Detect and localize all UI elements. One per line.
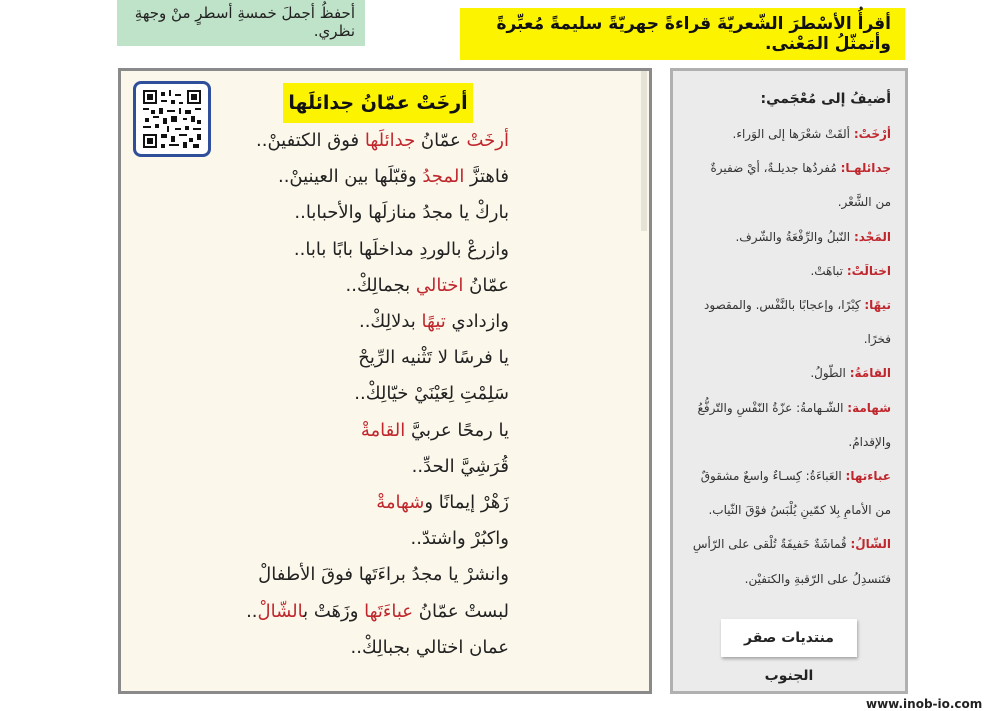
poem-line: [361, 419, 509, 443]
glossary-term: عباءتها:: [845, 469, 891, 483]
glossary-definition: تباهَتْ.: [810, 263, 847, 278]
poem-text: وازدادي: [445, 311, 509, 332]
glossary-entry: [681, 564, 891, 594]
poem-line: [294, 201, 509, 225]
poem-text: لبستْ عمّانُ: [413, 600, 509, 622]
poem-text: يا فرسًا لا تَثْنيه الرِّيحْ: [358, 347, 509, 369]
glossary-term: تيهًا:: [864, 298, 891, 312]
poem-text: باركْ يا مجدُ منازلَها والأحبابا..: [294, 202, 509, 224]
glossary-term: القامَةُ:: [849, 366, 891, 381]
memorize-note: [117, 0, 365, 46]
poem-line: [411, 527, 509, 551]
poem-title: أرخَتْ عمّانُ جدائلَها: [283, 83, 473, 123]
instruction-banner: [460, 8, 905, 60]
poem-line: [278, 165, 509, 189]
poem-line: [358, 346, 509, 370]
poem-text: وقبّلَها بين العينينْ..: [277, 166, 423, 188]
glossary-definition: النّبلُ والرِّفْعَةُ والشّرف.: [735, 229, 854, 244]
poem-text: سَلِمْتِ لِعَيْنَيْ خيّالِكْ..: [354, 383, 509, 405]
poem-line: [256, 129, 509, 153]
forum-stamp: منتديات صقر الجنوب: [721, 619, 857, 657]
poem-line: [359, 310, 509, 334]
glossary-definition: الشّـهامةُ: عزّةُ النّفْسِ والتّرفُّعُ: [697, 400, 848, 415]
poem-line: [346, 274, 509, 298]
glossary-entry: [681, 153, 891, 183]
glossary-entry: [681, 393, 891, 423]
glossary-entry: [681, 290, 891, 320]
glossary-term: اختالَتْ:: [846, 263, 891, 278]
poem-text: واكبُرْ واشتدّ..: [410, 528, 509, 550]
glossary-definition: قُماشَةٌ خَفيفَةٌ تُلْقى على الرّأسِ: [692, 537, 851, 552]
glossary-word: أرخَتْ: [466, 130, 509, 151]
glossary-title: أضيفُ إلى مُعْجَمي:: [760, 91, 891, 107]
instruction-text: أقرأُ الأسْطرَ الشّعريّةَ قراءةً جهريّةً سليمةً مُعبِّرةً وأتمثّلُ المَعْنى.: [496, 14, 891, 54]
poem-text: بجمالِكْ..: [345, 274, 416, 296]
glossary-term: أرْخَتْ:: [853, 127, 891, 141]
poem-text: زَهْرْ إيمانًا و: [424, 492, 509, 513]
glossary-word: تيهًا: [421, 311, 446, 332]
glossary-definition: والإقدامُ.: [848, 434, 891, 449]
glossary-term: المَجْد:: [853, 229, 891, 244]
glossary-word: القامةْ: [360, 419, 406, 441]
poem-line: [412, 455, 509, 479]
poem-text: يا رمحًا عربيَّ: [405, 419, 509, 441]
glossary-panel: [670, 68, 908, 694]
glossary-entry: [681, 119, 891, 149]
poem-text: عمّانُ: [415, 130, 467, 151]
poem-text: وانشرْ يا مجدُ براءَتَها فوقَ الأطفالْ: [258, 564, 509, 586]
glossary-definition: الطّولُ.: [810, 366, 850, 381]
panel-scrollbar[interactable]: [641, 71, 647, 231]
glossary-definition: فخرًا.: [863, 332, 891, 347]
poem-text: وزَهَتْ ب: [303, 600, 365, 622]
poem-text: وازرعْ بالوردِ مداخلَها بابًا بابا..: [293, 238, 509, 260]
glossary-word: عباءَتَها: [364, 600, 414, 622]
site-watermark: www.inob-io.com: [866, 697, 983, 711]
glossary-term: شهامة:: [847, 400, 891, 415]
glossary-word: اختالي: [415, 274, 464, 296]
glossary-word: المجدُ: [422, 166, 465, 188]
glossary-word: شهامةْ: [376, 492, 425, 513]
glossary-definition: كِبْرًا، وإعجابًا بالنَّفْس. والمقصود: [704, 298, 865, 312]
glossary-word: جدائلَها: [364, 130, 416, 151]
glossary-term: جدائلهـا:: [840, 161, 891, 176]
glossary-entry: [681, 358, 891, 388]
glossary-definition: من الأمامِ بِلا كمّينِ يُلْبَسُ فوْقَ الثّياب.: [708, 503, 891, 518]
glossary-entry: [681, 495, 891, 525]
glossary-definition: مُفردُها جديلـةٌ، أيْ ضفيرةٌ: [710, 161, 841, 176]
glossary-definition: العَباءَةُ: كِسـاءٌ واسعٌ مشقوقٌ: [700, 469, 846, 483]
memorize-note-text: أحفظُ أجملَ خمسةِ أسطرٍ منْ وجهةِ نظري.: [134, 4, 355, 40]
glossary-definition: ألقَتْ شعْرَها إلى الوَراء.: [732, 127, 854, 141]
poem-text: ..: [246, 600, 258, 622]
glossary-term: الشّالُ:: [850, 537, 891, 552]
glossary-definition: فتَنسدِلُ على الرّقبةِ والكتفيْن.: [744, 571, 891, 586]
glossary-entry: [681, 529, 891, 559]
poem-text: عمّانُ: [463, 274, 509, 296]
poem-panel: [118, 68, 652, 694]
poem-text: فاهتزَّ: [464, 166, 509, 188]
poem-text: قُرَشِيَّ الحدِّ..: [411, 455, 509, 477]
glossary-entry: [681, 324, 891, 354]
poem-line: [351, 636, 509, 660]
qr-code-icon: [141, 88, 203, 150]
poem-line: [294, 238, 509, 262]
glossary-word: الشّالْ: [257, 600, 304, 622]
poem-line: [354, 382, 509, 406]
glossary-definition: من الشَّعْر.: [837, 195, 891, 210]
poem-line: [376, 491, 509, 515]
poem-line: [258, 563, 509, 587]
glossary-entry: [681, 427, 891, 457]
qr-code[interactable]: [133, 81, 211, 157]
poem-text: فوق الكتفينْ..: [256, 130, 365, 151]
poem-text: عمان اختالي بجبالِكْ..: [350, 636, 509, 658]
glossary-entry: [681, 222, 891, 252]
glossary-entry: [681, 187, 891, 217]
glossary-entry: [681, 256, 891, 286]
glossary-entry: [681, 461, 891, 491]
poem-text: بدلالِكْ..: [358, 311, 422, 332]
poem-line: [246, 600, 509, 624]
